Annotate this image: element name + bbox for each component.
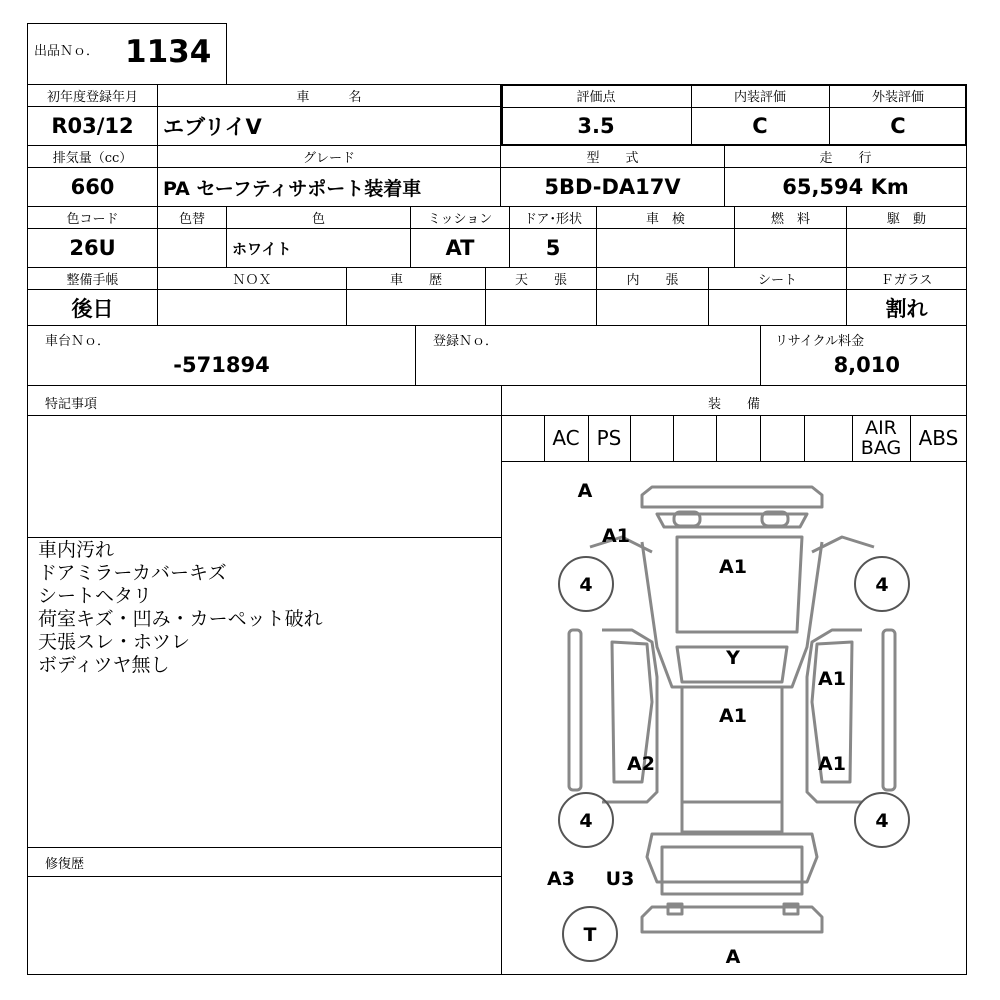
note-line: 車内汚れ [38,539,115,561]
equip-item [501,418,544,458]
damage-mark: A1 [719,556,747,578]
roof-label: 天 張 [514,273,567,288]
seat-label: シート [757,273,797,288]
maint-label: 整備手帳 [66,273,119,288]
transmission-label: ミッション [427,212,493,227]
equip-item [673,418,716,458]
interior-trim-label: 内 張 [626,273,679,288]
note-line: 天張スレ・ホツレ [38,631,191,653]
mileage-value: 65,594 Km [782,175,909,199]
inspection-value [596,229,735,267]
exterior-value: C [890,114,906,138]
score-value: 3.5 [577,114,615,138]
note-line: ボディツヤ無し [38,654,170,676]
interior-value: C [752,114,768,138]
repair-value [40,890,46,920]
vehicle-diagram [502,462,966,974]
roof-value [485,290,597,325]
repaint-label: 色替 [178,212,205,227]
seat-value [708,290,847,325]
equipment-label: 装 備 [707,396,760,412]
car-name-value: エブリイV [163,115,262,139]
note-line: 荷室キズ・凹み・カーペット破れ [38,608,323,630]
damage-mark: A1 [818,668,846,690]
car-name-label: 車 名 [296,90,362,105]
lot-number: 1134 [125,34,212,70]
history-label: 車 歴 [389,273,442,288]
equip-item [804,418,852,458]
chassis-value: -571894 [173,353,270,377]
color-label: 色 [311,212,325,227]
damage-mark: A [577,480,593,502]
drive-label: 駆 動 [886,212,926,227]
exterior-label: 外装評価 [871,90,924,105]
glass-label: Ｆガラス [880,273,933,288]
tire-label: 4 [875,574,889,596]
equip-abs: ABS [918,426,959,450]
damage-mark: A1 [719,705,747,727]
equip-airbag: AIR BAG [860,417,902,459]
grade-label: グレード [302,151,355,166]
divider [27,876,502,877]
damage-mark: A1 [602,525,630,547]
tire-label: 4 [875,810,889,832]
notes-text [38,539,323,677]
grade-value: PA セーフティサポート装着車 [163,177,422,200]
doors-value: 5 [545,236,561,260]
damage-mark: U3 [605,868,635,890]
nox-value [157,290,347,325]
note-line: シートヘタリ [38,585,153,607]
repaint-value [157,229,227,267]
model-value: 5BD-DA17V [544,175,681,199]
equip-ac: AC [552,426,580,450]
note-line: ドアミラーカバーキズ [38,562,227,584]
interior-trim-value [596,290,709,325]
tire-label: 4 [579,574,593,596]
first-reg-value: R03/12 [51,114,134,138]
doors-label: ドア･形状 [523,212,583,227]
transmission-value: AT [445,236,475,260]
drive-value [846,229,967,267]
displacement-label: 排気量（cc） [52,151,133,166]
repair-label: 修復歴 [45,856,85,872]
chassis-label: 車台Ｎｏ． [45,333,111,349]
displacement-value: 660 [70,175,115,199]
score-label: 評価点 [576,90,616,105]
notes-label: 特記事項 [45,396,98,412]
damage-mark: A1 [818,753,846,775]
lot-number-label: 出品Ｎｏ． [34,43,100,59]
maint-value: 後日 [71,296,114,321]
tire-label: 4 [579,810,593,832]
inspection-label: 車 検 [645,212,685,227]
notes-box [27,385,502,975]
equip-ps: PS [596,426,622,450]
color-value: ホワイト [232,239,292,258]
equip-item [760,418,804,458]
model-label: 型 式 [586,151,639,166]
mileage-label: 走 行 [819,151,872,166]
history-value [346,290,486,325]
divider [27,847,502,848]
color-code-value: 26U [69,236,116,260]
interior-label: 内装評価 [733,90,786,105]
divider [27,537,502,538]
damage-mark: A3 [547,868,575,890]
equip-item [630,418,673,458]
color-code-label: 色コード [66,212,119,227]
first-reg-label: 初年度登録年月 [46,90,138,105]
damage-mark: A2 [627,753,655,775]
spare-label: T [583,924,597,946]
fuel-label: 燃 料 [770,212,810,227]
equip-item [716,418,760,458]
nox-label: ＮＯＸ [232,273,272,288]
divider [27,415,502,416]
reg-label: 登録Ｎｏ． [433,333,499,349]
damage-mark: Y [726,647,740,669]
glass-value: 割れ [885,296,928,321]
recycle-label: リサイクル料金 [775,333,865,349]
recycle-value: 8,010 [833,353,900,377]
damage-mark: A [725,946,741,968]
reg-value [415,348,761,382]
fuel-value [734,229,847,267]
